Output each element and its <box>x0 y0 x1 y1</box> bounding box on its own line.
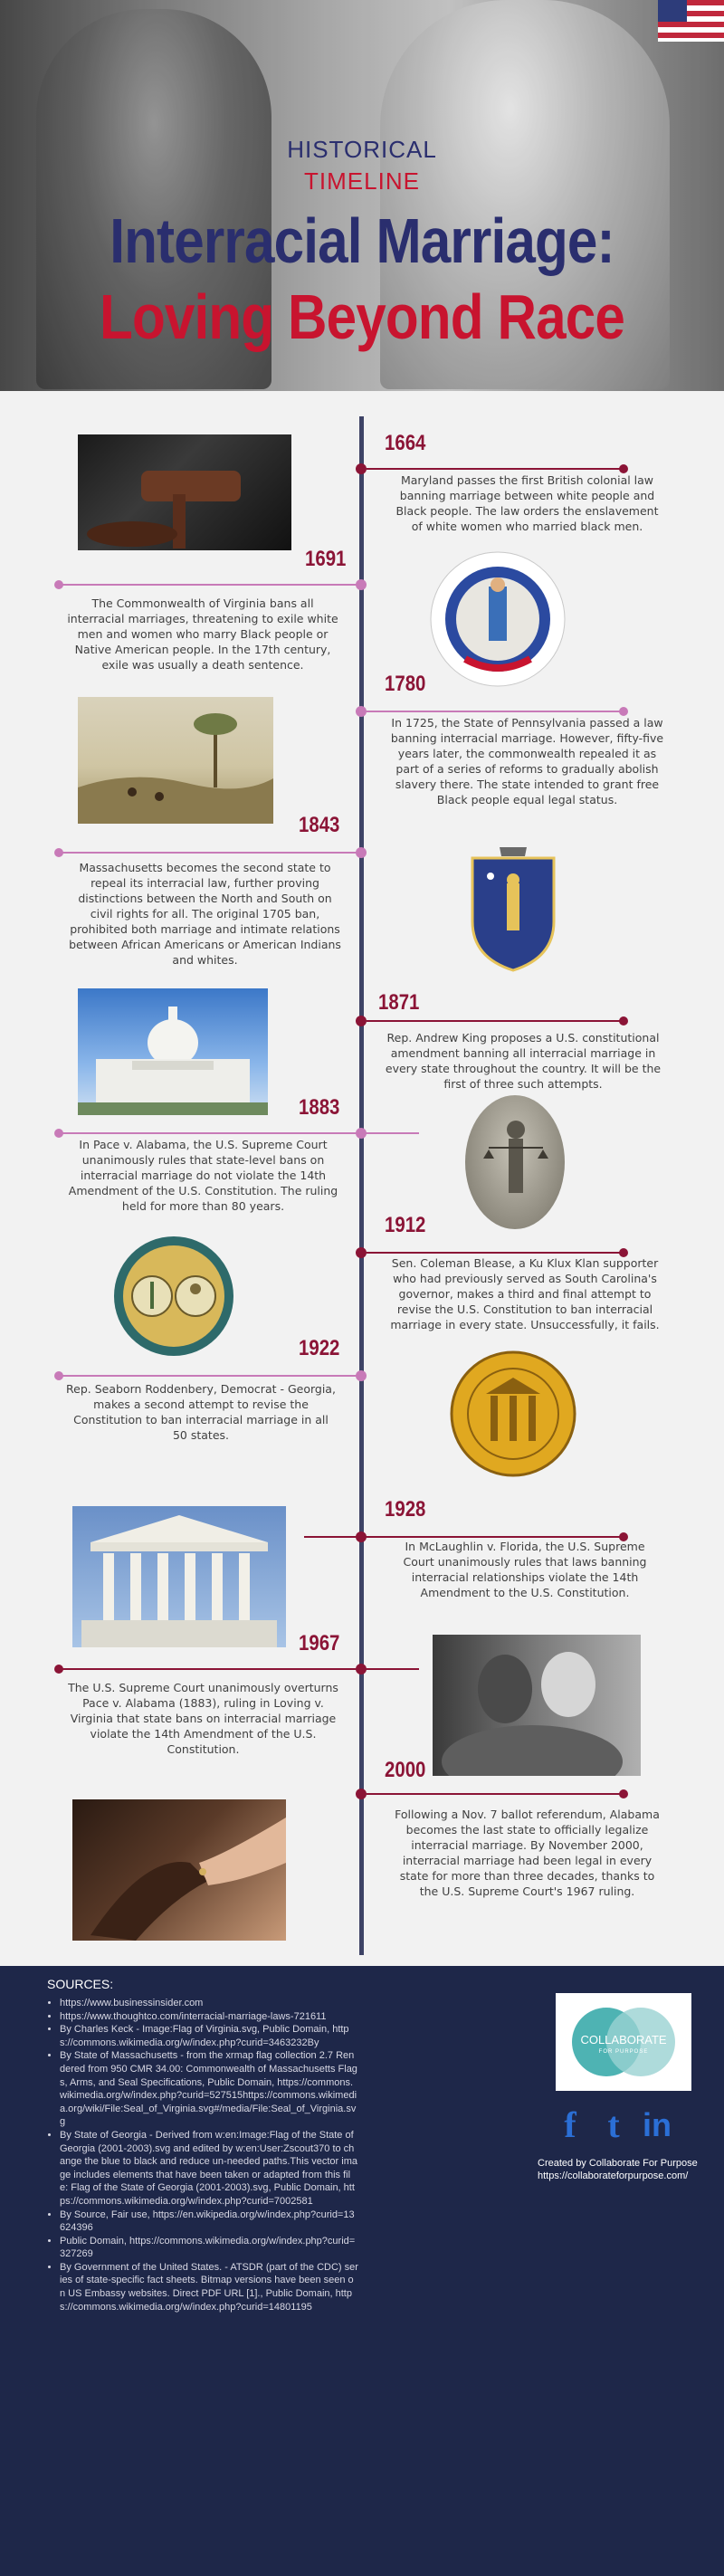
timeline-node <box>356 1370 367 1381</box>
timeline-node <box>356 463 367 474</box>
event-year: 1928 <box>385 1497 426 1522</box>
supreme-court-photo <box>72 1506 286 1647</box>
event-text: Massachusetts becomes the second state to repeal its interracial law, further proving distinctions between the North and South on civil rights for all. The original 1705 ban, prohibited both marriage and intimate relations between African Americans or American Indians and whites. <box>69 861 341 967</box>
sources-footer <box>0 1966 724 2576</box>
event-year: 1967 <box>299 1631 340 1655</box>
logo-text: COLLABORATE <box>580 2033 667 2046</box>
justice-statue <box>465 1095 565 1229</box>
timeline-node <box>356 706 367 717</box>
capitol-photo <box>78 988 268 1115</box>
gavel-photo <box>78 434 291 550</box>
timeline-connector <box>60 852 357 854</box>
timeline-node <box>356 1016 367 1026</box>
event-year: 2000 <box>385 1758 426 1782</box>
source-item[interactable]: • By Government of the United States. - ATSDR (part of the CDC) series of state-specific fact sheets. Bitmap versions have been seen on US Embassy websites. Direct PDF URL [1]., Public Domain, https://commons.wikimedia.org/w/index.php?curid=14801195 <box>60 2261 358 2314</box>
source-item[interactable]: • https://www.thoughtco.com/interracial-marriage-laws-721611 <box>60 2010 358 2024</box>
georgia-seal <box>450 1350 576 1477</box>
event-year: 1883 <box>299 1095 340 1120</box>
hero-banner <box>0 0 724 391</box>
collaborate-logo[interactable] <box>556 1993 691 2091</box>
logo-subtext: FOR PURPOSE <box>598 2049 649 2055</box>
page-title-line2: Loving Beyond Race <box>100 281 624 352</box>
credit-line: Created by Collaborate For Purpose <box>538 2158 698 2169</box>
header-label-line2: TIMELINE <box>304 167 420 195</box>
event-text: Following a Nov. 7 ballot referendum, Alabama becomes the last state to officially legalize interracial marriage. By November 2000, interracial marriage had been legal in every state for more than three decades, thanks to the U.S. Supreme Court's 1967 ruling. <box>395 1808 660 1898</box>
timeline-connector <box>367 1020 623 1022</box>
event-text: Sen. Coleman Blease, a Ku Klux Klan supporter who had previously served as South Carolina's governor, makes a third and final attempt to revise the U.S. Constitution to ban interracial marriage in every state. Unsuccessfully, it fails. <box>390 1256 660 1331</box>
timeline-connector <box>60 1132 419 1134</box>
page-title-line1: Interracial Marriage: <box>110 205 614 276</box>
timeline-connector <box>367 468 623 470</box>
event-text: In 1725, the State of Pennsylvania passed a law banning interracial marriage. However, fifty-five years later, the commonwealth repealed it as part of a series of reforms to gradually abolish slavery there. The state intended to grant free Black people equal legal status. <box>390 716 664 806</box>
source-item[interactable]: • https://www.businessinsider.com <box>60 1997 358 2010</box>
timeline-node <box>356 579 367 590</box>
event-year: 1664 <box>385 431 426 455</box>
holding-hands-photo <box>72 1799 286 1941</box>
event-text: In McLaughlin v. Florida, the U.S. Supreme Court unanimously rules that laws banning interracial relationships violate the 14th Amendment to the U.S. Constitution. <box>403 1540 647 1599</box>
timeline-connector <box>367 711 623 712</box>
event-year: 1912 <box>385 1213 426 1237</box>
event-text: Maryland passes the first British colonial law banning marriage between white people and Black people. The law orders the enslavement of white women who married black men. <box>395 473 659 533</box>
event-year: 1871 <box>378 990 420 1015</box>
sources-title: SOURCES: <box>47 1977 114 1991</box>
source-item[interactable]: • By Source, Fair use, https://en.wikipedia.org/w/index.php?curid=13624396 <box>60 2209 358 2235</box>
plantation-painting <box>78 697 273 824</box>
timeline-connector <box>367 1252 623 1254</box>
event-year: 1843 <box>299 813 340 837</box>
loving-couple-photo <box>433 1635 641 1776</box>
timeline-node <box>356 1247 367 1258</box>
event-text: The Commonwealth of Virginia bans all interracial marriages, threatening to exile white men and women who marry Black people or Native American people. In the 17th century, exile was usually a death sentence. <box>67 596 338 672</box>
timeline-connector <box>304 1536 623 1538</box>
event-text: Rep. Seaborn Roddenbery, Democrat - Georgia, makes a second attempt to revise the Constitution to ban interracial marriage in all 50 states. <box>66 1382 336 1442</box>
timeline-connector <box>367 1793 623 1795</box>
us-flag-icon <box>658 0 724 42</box>
credit-url[interactable]: https://collaborateforpurpose.com/ <box>538 2171 689 2181</box>
twitter-icon[interactable]: t <box>607 2104 620 2145</box>
source-item[interactable]: • By Charles Keck - Image:Flag of Virginia.svg, Public Domain, https://commons.wikimedia.org/w/index.php?curid=3463232By <box>60 2023 358 2049</box>
sources-list <box>47 1997 358 2314</box>
massachusetts-seal <box>454 840 572 972</box>
event-text: In Pace v. Alabama, the U.S. Supreme Court unanimously rules that state-level bans on interracial marriage do not violate the 14th Amendment of the U.S. Constitution. The ruling held for more than 80 years. <box>68 1138 338 1213</box>
facebook-icon[interactable]: f <box>564 2104 576 2145</box>
event-text: The U.S. Supreme Court unanimously overturns Pace v. Alabama (1883), ruling in Loving v. Virginia that state bans on interracial marriage violate the 14th Amendment of the U.S. Constitution. <box>68 1681 338 1756</box>
virginia-seal <box>429 550 567 688</box>
event-year: 1922 <box>299 1336 340 1360</box>
source-item[interactable]: • By State of Massachusetts - from the xrmap flag collection 2.7 Rendered from 950 CMR 34.00: Commonwealth of Massachusetts Flags, Arms, and Seal Specifications, Public Domain, https://commons.wikimedia.org/w/index.php?curid=527515https://commons.wikimedia.org/wiki/File:Seal_of_Virginia.svg#/media/File:Seal_of_Virginia.svg <box>60 2049 358 2129</box>
event-year: 1691 <box>305 547 347 571</box>
timeline-connector <box>60 1668 419 1670</box>
south-carolina-seal <box>112 1235 235 1358</box>
event-year: 1780 <box>385 672 426 696</box>
event-text: Rep. Andrew King proposes a U.S. constitutional amendment banning all interracial marriage in every state throughout the country. It will be the first of three such attempts. <box>385 1031 662 1091</box>
timeline-connector <box>60 584 357 586</box>
timeline-spine <box>359 416 364 1955</box>
header-label-line1: HISTORICAL <box>287 136 437 163</box>
source-item[interactable]: • By State of Georgia - Derived from w:en:Image:Flag of the State of Georgia (2001-2003).svg and edited by w:en:User:Zscout370 to change the blue to black and reduce un-needed paths.This vector image includes elements that have been taken or adapted from this file: Flag of the State of Georgia (2001-2003).svg, Public Domain, https://commons.wikimedia.org/w/index.php?curid=7002581 <box>60 2129 358 2209</box>
timeline-node <box>356 1789 367 1799</box>
timeline-node <box>356 847 367 858</box>
timeline-connector <box>60 1375 357 1377</box>
source-item[interactable]: • Public Domain, https://commons.wikimedia.org/w/index.php?curid=327269 <box>60 2235 358 2261</box>
linkedin-icon[interactable]: in <box>643 2106 672 2143</box>
